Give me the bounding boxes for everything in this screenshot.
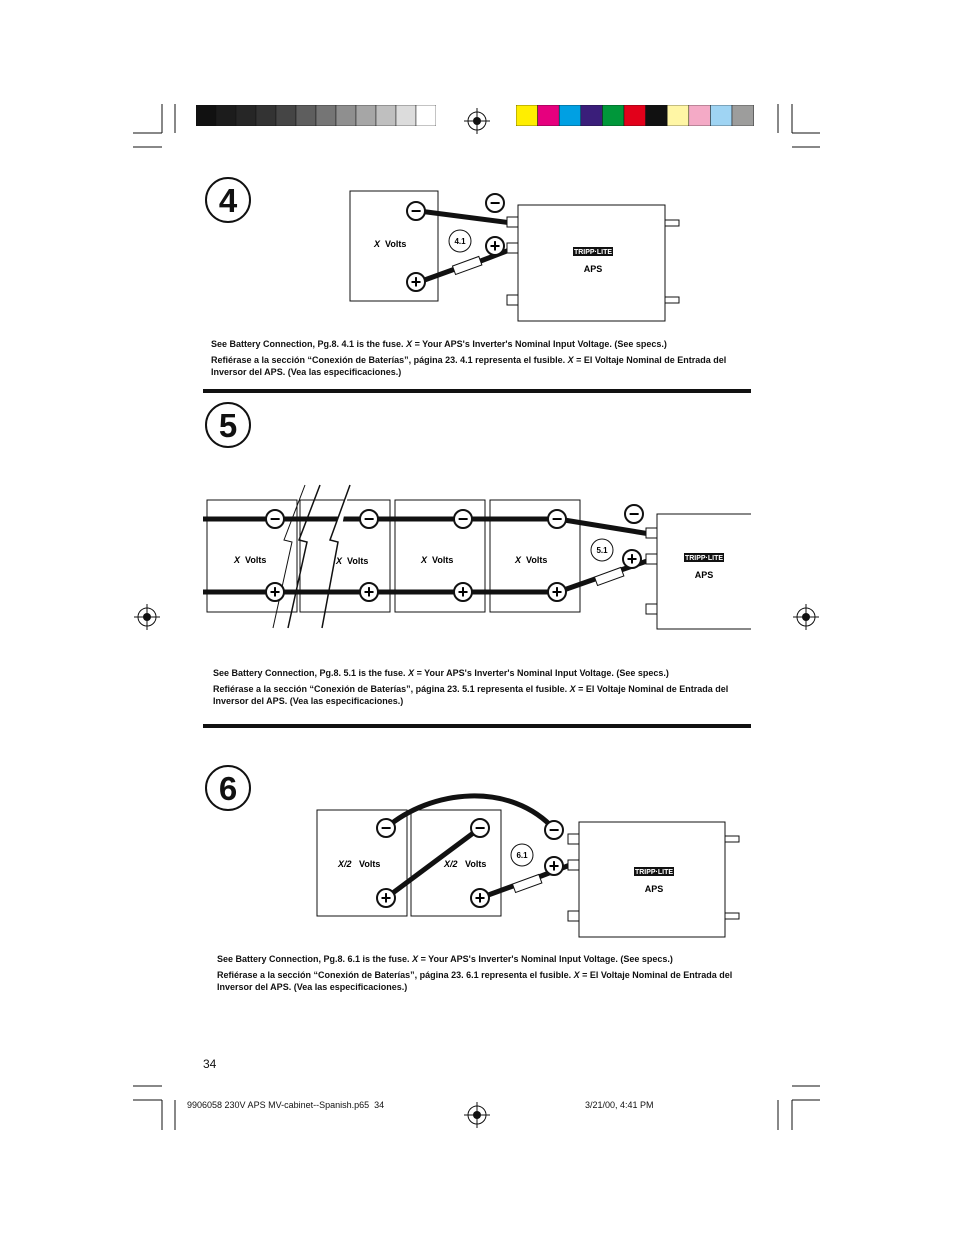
- step-5-diagram: [200, 480, 754, 632]
- color-swatch: [236, 105, 256, 126]
- fuse-callout: 6.1: [516, 851, 528, 860]
- color-swatch: [667, 105, 689, 126]
- registration-mark-top: [464, 108, 490, 134]
- minus-icon: −: [363, 509, 375, 529]
- gray-color-bar: [196, 105, 436, 126]
- caption-spanish: Refiérase a la sección “Conexión de Baterías”, página 23. 4.1 representa el fusible. X = El Voltaje Nominal de Entrada del Inversor del APS. (Vea las especificaciones.): [211, 355, 727, 377]
- battery-voltage-x: X: [421, 555, 428, 565]
- color-swatch: [336, 105, 356, 126]
- step-5-number: 5: [218, 407, 238, 444]
- minus-icon: −: [551, 509, 563, 529]
- color-swatch: [646, 105, 668, 126]
- color-swatch: [216, 105, 236, 126]
- color-swatch: [516, 105, 538, 126]
- color-swatch: [316, 105, 336, 126]
- battery-voltage-x: X: [234, 555, 241, 565]
- color-swatch: [581, 105, 603, 126]
- brand-logo-text: TRIPP·LITE: [684, 555, 724, 562]
- plus-icon: +: [626, 549, 638, 569]
- step-4-badge: [203, 175, 257, 229]
- plus-icon: +: [457, 582, 469, 602]
- page-number: 34: [203, 1057, 217, 1071]
- plus-icon: +: [551, 582, 563, 602]
- section-divider: [203, 724, 751, 728]
- caption-english: See Battery Connection, Pg.8. 4.1 is the fuse. X = Your APS's Inverter's Nominal Input Voltage. (See specs.): [211, 339, 667, 349]
- step-4-diagram: [340, 185, 690, 330]
- caption-english: See Battery Connection, Pg.8. 5.1 is the fuse. X = Your APS's Inverter's Nominal Input Voltage. (See specs.): [213, 668, 669, 678]
- color-swatch: [296, 105, 316, 126]
- step-4-caption: [211, 338, 751, 378]
- footer-filename: 9906058 230V APS MV-cabinet--Spanish.p65: [187, 1100, 370, 1110]
- plus-icon: +: [489, 236, 501, 256]
- registration-mark-right: [793, 604, 819, 630]
- fuse-callout: 4.1: [454, 237, 466, 246]
- minus-icon: −: [489, 193, 501, 213]
- plus-icon: +: [474, 888, 486, 908]
- fuse-icon: [452, 256, 481, 274]
- minus-icon: −: [457, 509, 469, 529]
- battery-volts-label: Volts: [526, 555, 548, 565]
- battery-voltage-x: X/2: [338, 859, 352, 869]
- aps-label: APS: [644, 884, 664, 894]
- color-swatch: [396, 105, 416, 126]
- battery-voltage-x: X: [336, 556, 343, 566]
- plus-icon: +: [363, 582, 375, 602]
- battery-volts-label: Volts: [385, 239, 407, 249]
- plus-icon: +: [410, 272, 422, 292]
- minus-icon: −: [548, 820, 560, 840]
- battery-volts-label: Volts: [432, 555, 454, 565]
- caption-english: See Battery Connection, Pg.8. 6.1 is the fuse. X = Your APS's Inverter's Nominal Input Voltage. (See specs.): [217, 954, 673, 964]
- minus-icon: −: [410, 201, 422, 221]
- step-6-diagram: [310, 780, 750, 940]
- aps-label: APS: [694, 570, 714, 580]
- minus-icon: −: [474, 818, 486, 838]
- step-6-badge: [203, 763, 257, 817]
- minus-icon: −: [269, 509, 281, 529]
- color-swatch: [538, 105, 560, 126]
- registration-mark-bottom: [464, 1102, 490, 1128]
- footer-file-info: [187, 1100, 384, 1110]
- color-swatch: [356, 105, 376, 126]
- step-6-caption: [217, 953, 757, 993]
- brand-logo-text: TRIPP·LITE: [634, 869, 674, 876]
- color-swatch: [710, 105, 732, 126]
- color-swatch: [416, 105, 436, 126]
- minus-icon: −: [380, 818, 392, 838]
- step-5-badge: [203, 400, 257, 454]
- battery-voltage-x: X: [515, 555, 522, 565]
- color-swatch: [732, 105, 754, 126]
- aps-label: APS: [583, 264, 603, 274]
- battery-voltage-x: X/2: [444, 859, 458, 869]
- color-swatch: [196, 105, 216, 126]
- plus-icon: +: [548, 856, 560, 876]
- battery-volts-label: Volts: [465, 859, 487, 869]
- battery-volts-label: Volts: [359, 859, 381, 869]
- brand-logo-text: TRIPP·LITE: [573, 249, 613, 256]
- section-divider: [203, 389, 751, 393]
- plus-icon: +: [269, 582, 281, 602]
- battery-volts-label: Volts: [245, 555, 267, 565]
- color-swatch: [376, 105, 396, 126]
- registration-mark-left: [134, 604, 160, 630]
- fuse-icon: [594, 567, 623, 585]
- step-5-caption: [213, 667, 753, 707]
- color-swatch: [559, 105, 581, 126]
- color-swatch: [602, 105, 624, 126]
- color-swatch: [276, 105, 296, 126]
- process-color-bar: [516, 105, 756, 126]
- caption-spanish: Refiérase a la sección “Conexión de Baterías”, página 23. 6.1 representa el fusible. X = El Voltaje Nominal de Entrada del Inversor del APS. (Vea las especificaciones.): [217, 970, 733, 992]
- battery-voltage-x: X: [374, 239, 381, 249]
- battery-volts-label: Volts: [347, 556, 369, 566]
- step-4-number: 4: [218, 182, 238, 219]
- minus-icon: −: [628, 504, 640, 524]
- fuse-icon: [512, 874, 541, 892]
- color-swatch: [689, 105, 711, 126]
- footer-page: 34: [374, 1100, 385, 1110]
- step-6-number: 6: [218, 770, 238, 807]
- fuse-callout: 5.1: [596, 546, 608, 555]
- footer-date: 3/21/00, 4:41 PM: [585, 1100, 654, 1110]
- plus-icon: +: [380, 888, 392, 908]
- color-swatch: [256, 105, 276, 126]
- color-swatch: [624, 105, 646, 126]
- caption-spanish: Refiérase a la sección “Conexión de Baterías”, página 23. 5.1 representa el fusible. X = El Voltaje Nominal de Entrada del Inversor del APS. (Vea las especificaciones.): [213, 684, 729, 706]
